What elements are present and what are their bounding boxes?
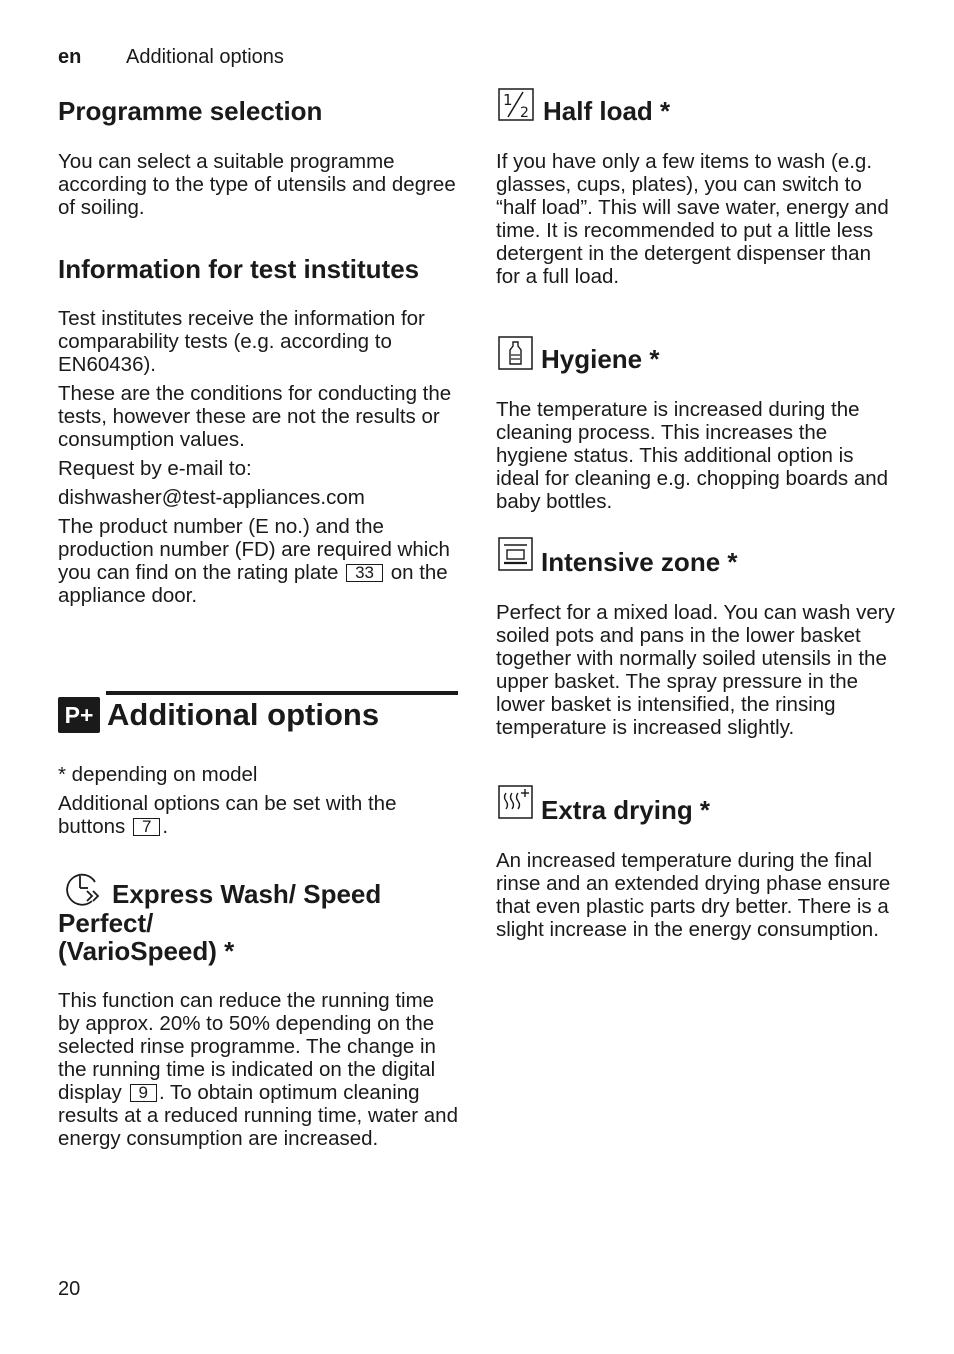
express-wash-text-1: This function can reduce the running time by approx. 20% to 50% depending on the selected rinse programme. The change in the running time is indicated on the digital display: [58, 989, 436, 1104]
appliance-door-text: on the appliance door.: [58, 561, 448, 607]
intensive-zone-heading: Intensive zone *: [541, 547, 738, 577]
intensive-zone-text: Perfect for a mixed load. You can wash very soiled pots and pans in the lower basket together with normally soiled utensils in the upper basket. The spray pressure in the lower basket is intensified, the rinsing temperature is increased slightly.: [496, 601, 895, 739]
hygiene-text: The temperature is increased during the cleaning process. This increases the hygiene status. This additional option is ideal for cleaning e.g. chopping boards and baby bottles.: [496, 398, 889, 513]
half-load-text: If you have only a few items to wash (e.g. glasses, cups, plates), you can switch to “half load”. This will save water, energy and time. It is recommended to put a little less detergent in the detergent dispenser than for a full load.: [496, 150, 889, 288]
svg-text:2: 2: [520, 105, 529, 121]
intensive-zone-icon: [498, 537, 534, 572]
p-plus-icon: P+: [58, 697, 100, 733]
test-institutes-para-5: [58, 515, 458, 607]
clock-fast-forward-icon: [62, 868, 104, 908]
express-wash-text: [58, 989, 458, 1150]
rating-plate-ref: 33: [346, 564, 383, 582]
language-code: en: [58, 46, 82, 68]
express-wash-title-1: Express Wash/ Speed: [112, 879, 382, 909]
extra-drying-icon: [498, 785, 534, 820]
test-institutes-body: [58, 307, 458, 607]
extra-drying-text: An increased temperature during the final rinse and an extended drying phase ensure that even plastic parts dry better. There is a slight increase in the energy consumption.: [496, 849, 891, 941]
test-institutes-email: dishwasher@test-appliances.com: [58, 486, 365, 509]
express-wash-title-3: (VarioSpeed) *: [58, 936, 235, 966]
hygiene-bottle-icon: [498, 336, 534, 371]
section-rule: [106, 691, 458, 695]
test-institutes-para-2: These are the conditions for conducting the tests, however these are not the results or consumption values.: [58, 382, 452, 451]
extra-drying-heading: Extra drying *: [541, 795, 711, 825]
half-load-icon: [498, 88, 535, 122]
express-wash-text-2: . To obtain optimum cleaning results at a reduced running time, water and energy consumption are increased.: [58, 1081, 458, 1150]
programme-selection-text: You can select a suitable programme according to the type of utensils and degree of soiling.: [58, 150, 456, 219]
buttons-period: .: [162, 815, 169, 838]
additional-options-intro: [58, 763, 458, 838]
running-header: Additional options: [126, 46, 284, 68]
request-email-label: Request by e-mail to:: [58, 457, 252, 480]
programme-selection-heading: Programme selection: [58, 96, 323, 126]
model-note: * depending on model: [58, 763, 258, 786]
additional-options-heading: Additional options: [107, 697, 380, 732]
svg-text:1: 1: [503, 91, 513, 109]
buttons-ref: 7: [133, 818, 160, 836]
test-institutes-heading: Information for test institutes: [58, 254, 420, 284]
express-wash-title-2: Perfect/: [58, 908, 154, 938]
hygiene-heading: Hygiene *: [541, 344, 660, 374]
display-ref: 9: [130, 1084, 157, 1102]
page-number: 20: [58, 1278, 81, 1300]
rating-plate-text: The product number (E no.) and the production number (FD) are required which you can find on the rating plate: [58, 515, 450, 584]
half-load-heading: Half load *: [543, 96, 671, 126]
buttons-text: Additional options can be set with the buttons: [58, 792, 397, 838]
buttons-note: [58, 792, 458, 838]
test-institutes-para-1: Test institutes receive the information for comparability tests (e.g. according to EN60436).: [58, 307, 425, 376]
